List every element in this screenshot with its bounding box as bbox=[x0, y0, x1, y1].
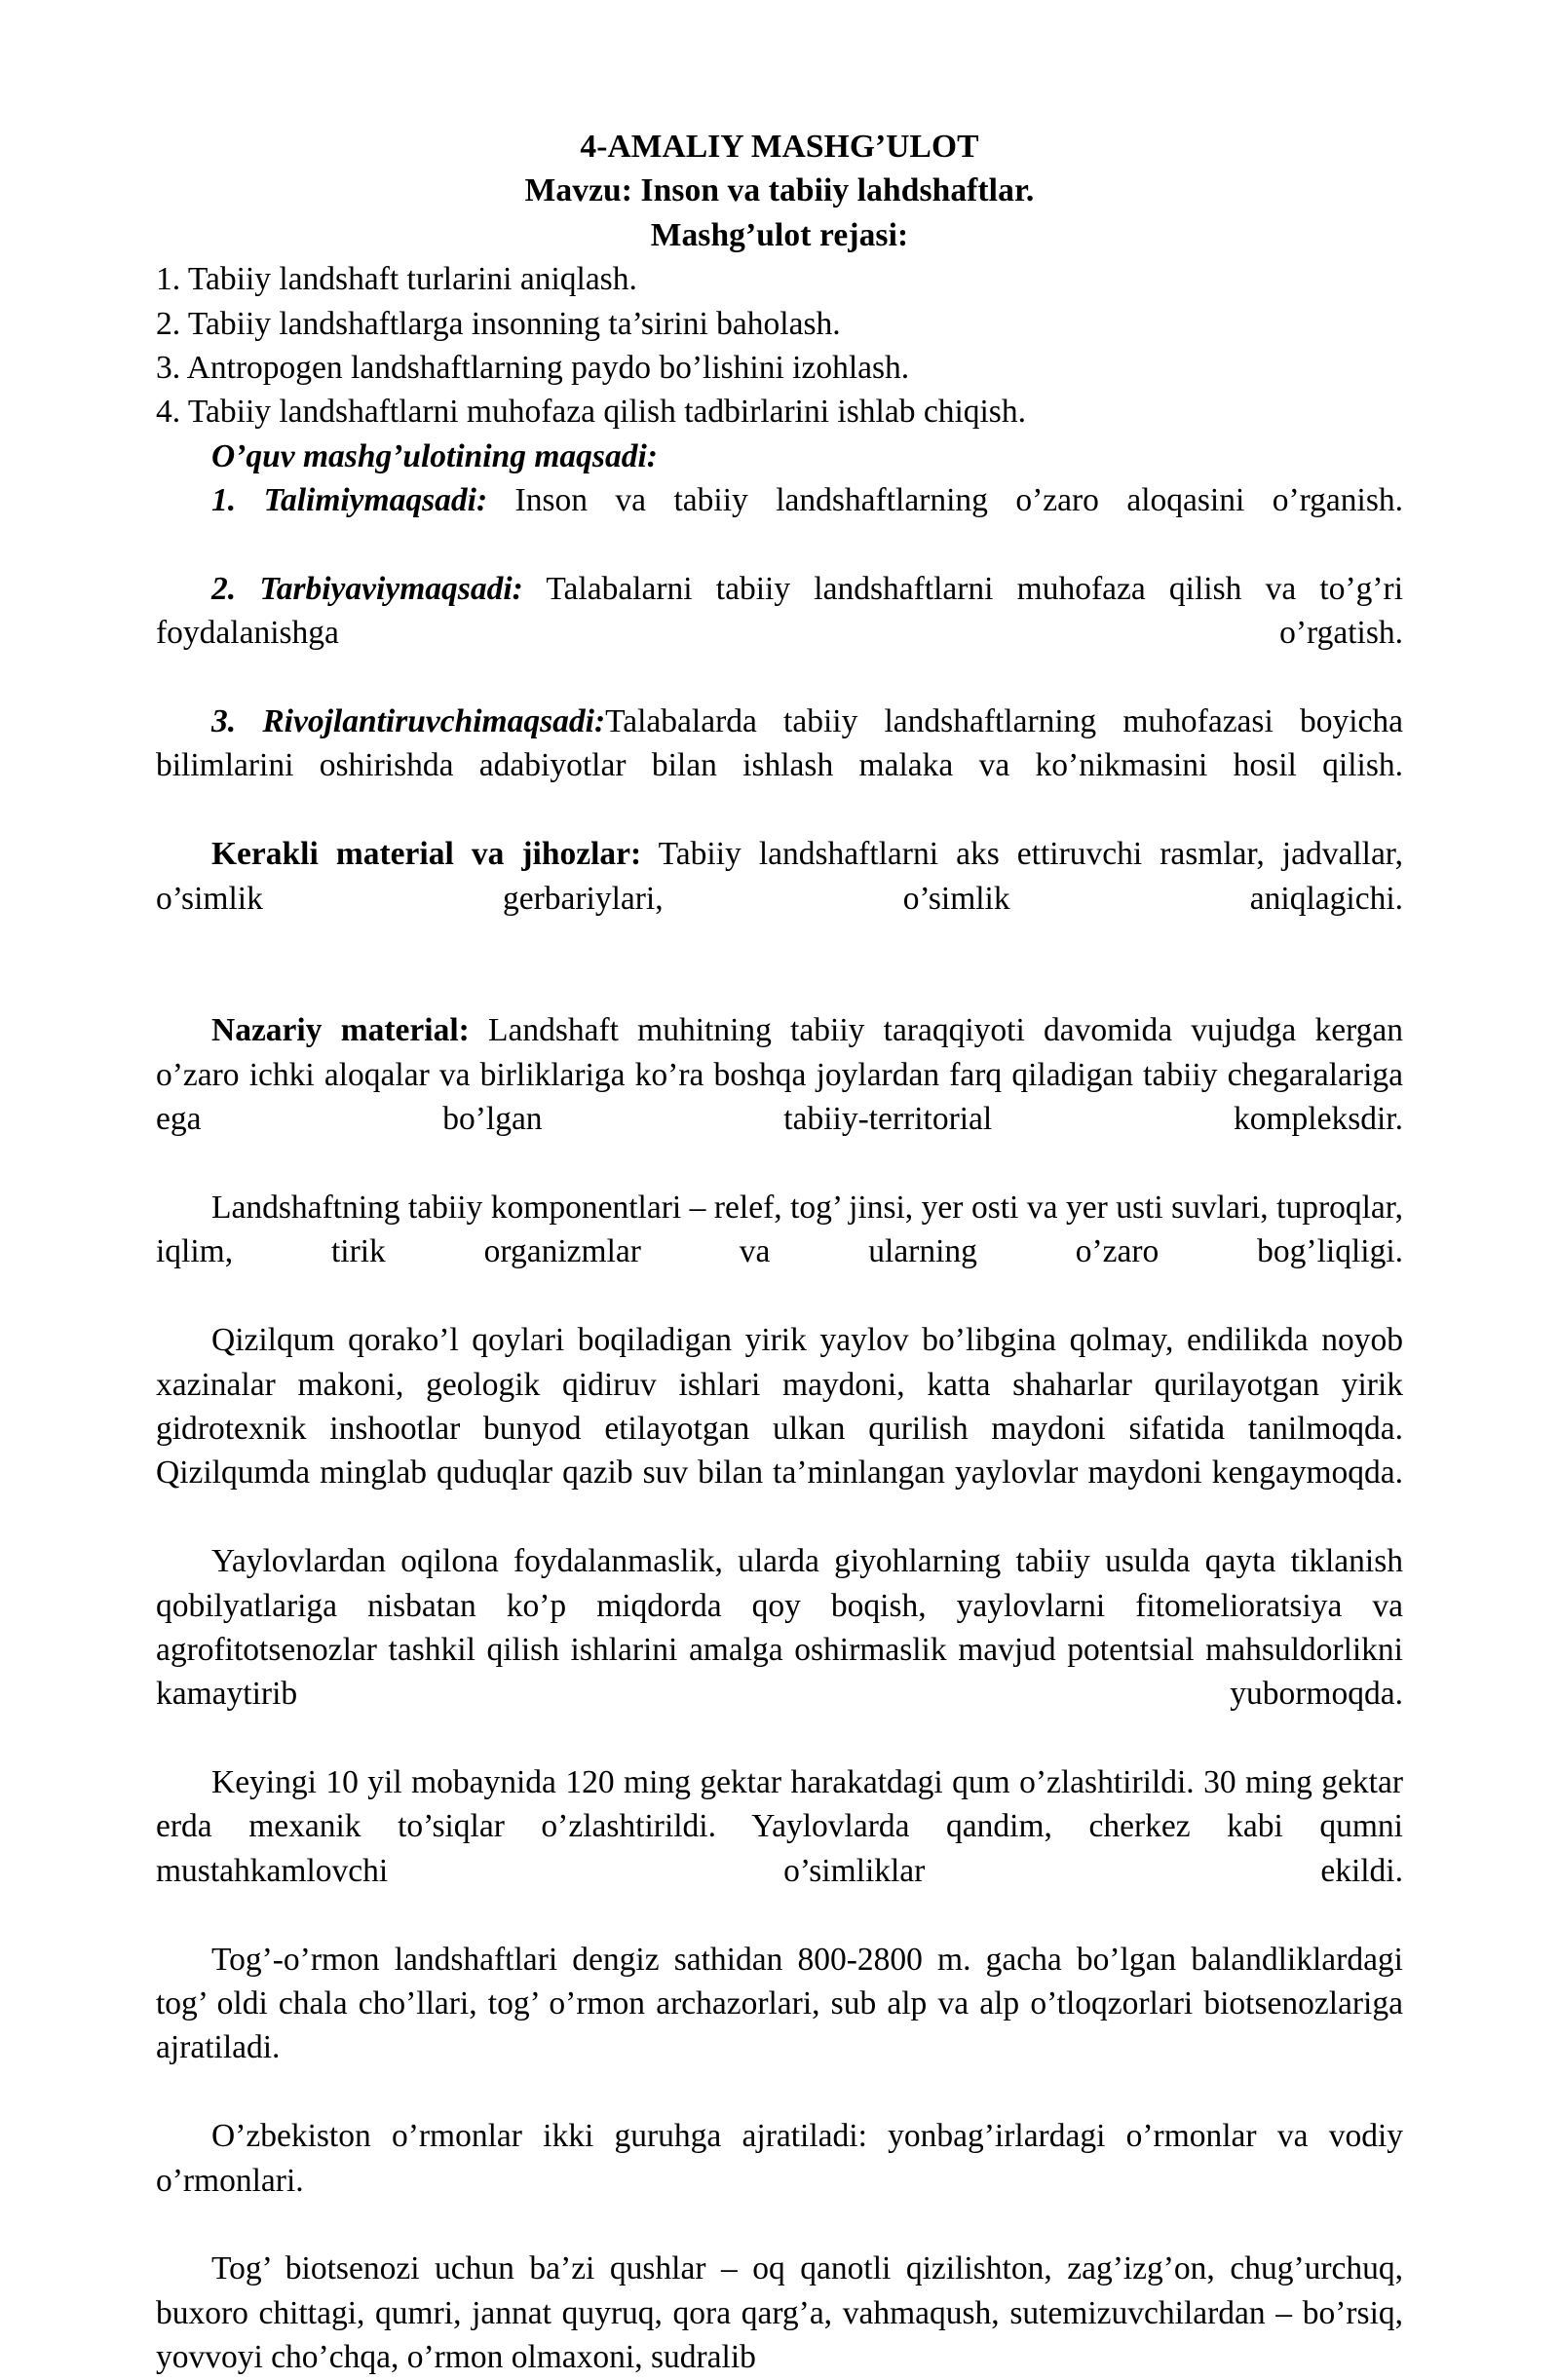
theory-paragraph: Tog’ biotsenozi uchun ba’zi qushlar – oq qanotli qizilishton, zag’izg’on, chug’urchuq, buxoro chittagi, qumri, jannat quyruq, qora qarg’a, vahmaqush, sutemizuvchilardan – bo’rsiq, yovvoyi cho’chqa, o’rmon olmaxoni, sudralib bbox=[156, 2250, 1403, 2376]
plan-list-item: 1. Tabiiy landshaft turlarini aniqlash. bbox=[156, 261, 637, 298]
theory-label: Nazariy material: bbox=[211, 1012, 470, 1049]
objectives-heading-text: O’quv mashg’ulotining maqsadi: bbox=[211, 437, 658, 474]
objective-label-2: Tarbiyaviymaqsadi: bbox=[259, 570, 523, 607]
objective-number-3: 3. bbox=[211, 703, 237, 740]
theory-paragraph: Keyingi 10 yil mobaynida 120 ming gektar harakatdagi qum o’zlashtirildi. 30 ming gektar erda mexanik to’siqlar o’zlashtirildi. Yaylovlarda qandim, cherkez kabi qumni mustahkamlovchi o’simliklar ekildi. bbox=[156, 1764, 1403, 1889]
objectives-heading bbox=[156, 434, 1403, 478]
objective-label-1: Talimiymaqsadi: bbox=[263, 482, 488, 519]
objective-label-3: Rivojlantiruvchimaqsadi: bbox=[262, 703, 606, 740]
title-block bbox=[156, 125, 1403, 257]
objective-item-3 bbox=[156, 699, 1403, 832]
materials-label: Kerakli material va jihozlar: bbox=[211, 836, 642, 873]
materials-text: Tabiiy landshaftlarni aks ettiruvchi rasmlar, jadvallar, o’simlik gerbariylari, o’simlik aniqlagichi. bbox=[156, 836, 1403, 917]
plan-list-item: 2. Tabiiy landshaftlarga insonning ta’sirini baholash. bbox=[156, 305, 841, 342]
objective-text-1: Inson va tabiiy landshaftlarning o’zaro aloqasini o’rganish. bbox=[487, 482, 1403, 519]
objective-text-3: Talabalarda tabiiy landshaftlarning muhofazasi boyicha bilimlarini oshirishda adabiyotlar bilan ishlash malaka va ko’nikmasini hosil qilish. bbox=[156, 703, 1403, 784]
plan-list-item: 3. Antropogen landshaftlarning paydo bo’lishini izohlash. bbox=[156, 349, 910, 386]
objective-item-2 bbox=[156, 567, 1403, 699]
theory-paragraph: Tog’-o’rmon landshaftlari dengiz sathidan 800-2800 m. gacha bo’lgan balandliklardagi tog’ oldi chala cho’llari, tog’ o’rmon archazorlari, sub alp va alp o’tloqzorlari biotsenozlariga ajratiladi. bbox=[156, 1941, 1403, 2066]
theory-intro-text: Landshaft muhitning tabiiy taraqqiyoti davomida vujudga kergan o’zaro ichki aloqalar va birliklariga ko’ra boshqa joylardan farq qiladigan tabiiy chegaralariga ega bo’lgan tabiiy-territorial kompleksdir. bbox=[156, 1012, 1403, 1138]
document-plan-heading: Mashg’ulot rejasi: bbox=[650, 216, 909, 253]
document-body bbox=[156, 125, 1403, 2380]
materials-paragraph bbox=[156, 832, 1403, 964]
plan-list-item: 4. Tabiiy landshaftlarni muhofaza qilish tadbirlarini ishlab chiqish. bbox=[156, 394, 1026, 431]
objective-number-2: 2. bbox=[211, 570, 237, 607]
document-subject: Mavzu: Inson va tabiiy lahdshaftlar. bbox=[524, 172, 1035, 209]
theory-intro-paragraph bbox=[156, 1008, 1403, 1186]
document-title: 4-AMALIY MASHG’ULOT bbox=[580, 129, 979, 165]
objective-number-1: 1. bbox=[211, 482, 237, 519]
theory-paragraph: O’zbekiston o’rmonlar ikki guruhga ajratiladi: yonbag’irlardagi o’rmonlar va vodiy o’rmonlari. bbox=[156, 2118, 1403, 2199]
theory-paragraph: Yaylovlardan oqilona foydalanmaslik, ularda giyohlarning tabiiy usulda qayta tiklanish qobilyatlariga nisbatan ko’p miqdorda qoy boqish, yaylovlarni fitomelioratsiya va agrofitotsenozlar tashkil qilish ishlarini amalga oshirmaslik mavjud potentsial mahsuldorlikni kamaytirib yubormoqda. bbox=[156, 1543, 1403, 1713]
objective-text-2: Talabalarni tabiiy landshaftlarni muhofaza qilish va to’g’ri foydalanishga o’rgatish. bbox=[156, 570, 1403, 652]
plan-list bbox=[156, 257, 1403, 434]
section-spacer bbox=[156, 964, 1403, 1008]
theory-paragraph: Landshaftning tabiiy komponentlari – relef, tog’ jinsi, yer osti va yer usti suvlari, tuproqlar, iqlim, tirik organizmlar va ularning o’zaro bog’liqligi. bbox=[156, 1189, 1403, 1270]
theory-paragraph: Qizilqum qorako’l qoylari boqiladigan yirik yaylov bo’libgina qolmay, endilikda noyob xazinalar makoni, geologik qidiruv ishlari maydoni, katta shaharlar qurilayotgan yirik gidrotexnik inshootlar bunyod etilayotgan ulkan qurilish maydoni sifatida tanilmoqda. Qizilqumda minglab quduqlar qazib suv bilan ta’minlangan yaylovlar maydoni kengaymoqda. bbox=[156, 1322, 1403, 1492]
objective-item-1 bbox=[156, 478, 1403, 567]
